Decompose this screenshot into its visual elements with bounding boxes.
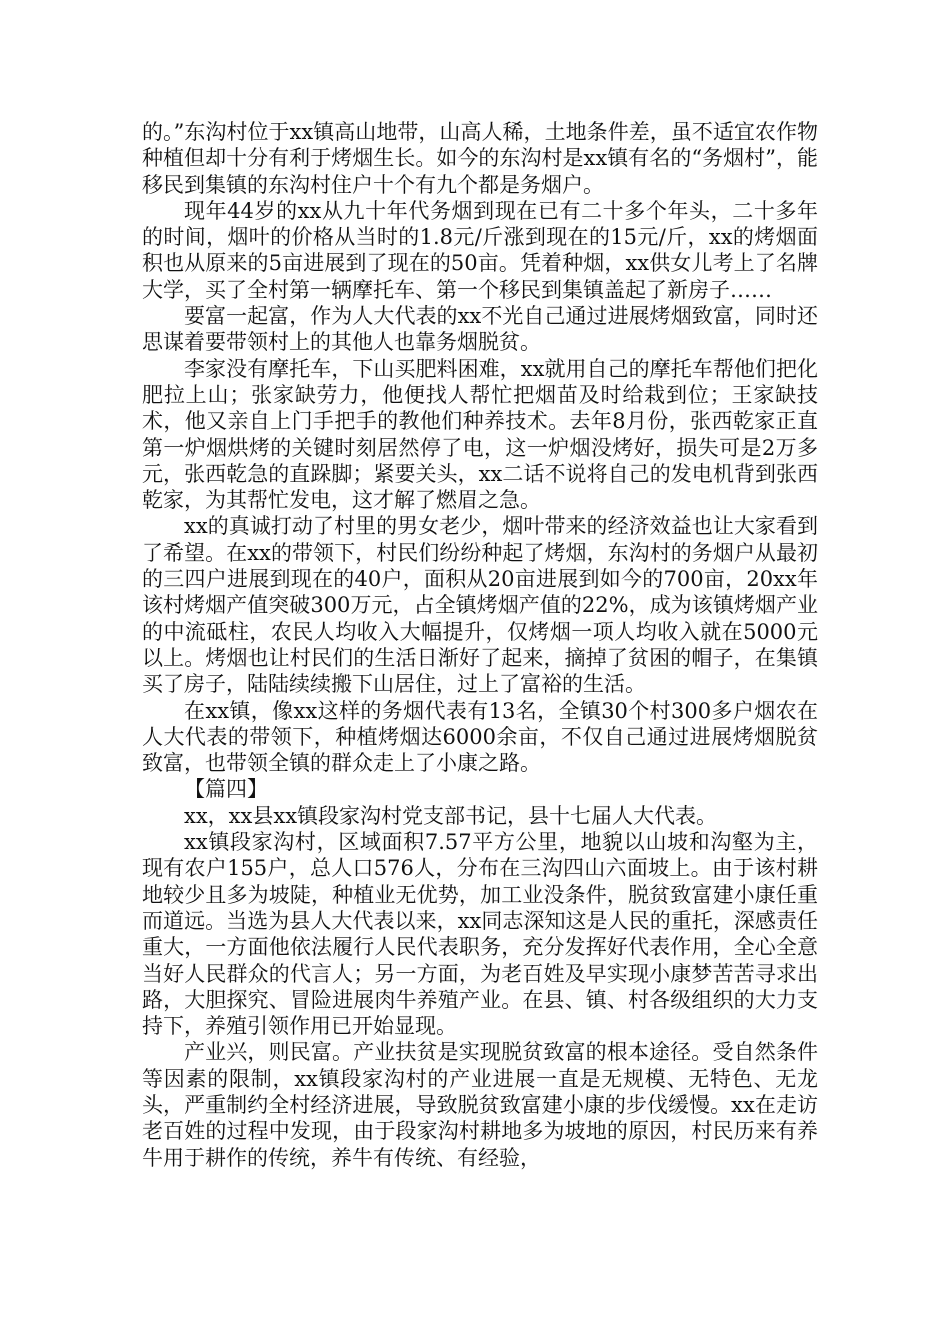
paragraph-6: 在xx镇，像xx这样的务烟代表有13名，全镇30个村300多户烟农在人大代表的带领下，种植烤烟达6000余亩，不仅自己通过进展烤烟脱贫致富，也带领全镇的群众走上了小康之路。 bbox=[142, 698, 818, 776]
document-body bbox=[142, 119, 818, 1171]
paragraph-9: 产业兴，则民富。产业扶贫是实现脱贫致富的根本途径。受自然条件等因素的限制，xx镇段家沟村的产业进展一直是无规模、无特色、无龙头，严重制约全村经济进展，导致脱贫致富建小康的步伐缓慢。xx在走访老百姓的过程中发现，由于段家沟村耕地多为坡地的原因，村民历来有养牛用于耕作的传统，养牛有传统、有经验， bbox=[142, 1040, 818, 1170]
section-heading: 【篇四】 bbox=[184, 777, 268, 802]
paragraph-4: 李家没有摩托车，下山买肥料困难，xx就用自己的摩托车帮他们把化肥拉上山；张家缺劳力，他便找人帮忙把烟苗及时给栽到位；王家缺技术，他又亲自上门手把手的教他们种养技术。去年8月份，张西乾家正直第一炉烟烘烤的关键时刻居然停了电，这一炉烟没烤好，损失可是2万多元，张西乾急的直跺脚；紧要关头，xx二话不说将自己的发电机背到张西乾家，为其帮忙发电，这才解了燃眉之急。 bbox=[142, 356, 818, 513]
paragraph-8: xx镇段家沟村，区域面积7.57平方公里，地貌以山坡和沟壑为主，现有农户155户，总人口576人，分布在三沟四山六面坡上。由于该村耕地较少且多为坡陡，种植业无优势，加工业没条件，脱贫致富建小康任重而道远。当选为县人大代表以来，xx同志深知这是人民的重托，深感责任重大，一方面他依法履行人民代表职务，充分发挥好代表作用，全心全意当好人民群众的代言人；另一方面，为老百姓及早实现小康梦苦苦寻求出路，大胆探究、冒险进展肉牛养殖产业。在县、镇、村各级组织的大力支持下，养殖引领作用已开始显现。 bbox=[142, 830, 818, 1039]
paragraph-7: xx，xx县xx镇段家沟村党支部书记，县十七届人大代表。 bbox=[184, 803, 718, 828]
paragraph-3: 要富一起富，作为人大代表的xx不光自己通过进展烤烟致富，同时还思谋着要带领村上的其他人也靠务烟脱贫。 bbox=[142, 304, 818, 355]
paragraph-5: xx的真诚打动了村里的男女老少，烟叶带来的经济效益也让大家看到了希望。在xx的带领下，村民们纷纷种起了烤烟，东沟村的务烟户从最初的三四户进展到现在的40户，面积从20亩进展到如今的700亩，20xx年该村烤烟产值突破300万元，占全镇烤烟产值的22%，成为该镇烤烟产业的中流砥柱，农民人均收入大幅提升，仅烤烟一项人均收入就在5000元以上。烤烟也让村民们的生活日渐好了起来，摘掉了贫困的帽子，在集镇买了房子，陆陆续续搬下山居住，过上了富裕的生活。 bbox=[142, 514, 818, 697]
paragraph-1: 的。”东沟村位于xx镇高山地带，山高人稀，土地条件差，虽不适宜农作物种植但却十分有利于烤烟生长。如今的东沟村是xx镇有名的“务烟村”，能移民到集镇的东沟村住户十个有九个都是务烟户。 bbox=[142, 120, 818, 197]
paragraph-2: 现年44岁的xx从九十年代务烟到现在已有二十多个年头，二十多年的时间，烟叶的价格从当时的1.8元/斤涨到现在的15元/斤，xx的烤烟面积也从原来的5亩进展到了现在的50亩。凭着种烟，xx供女儿考上了名牌大学，买了全村第一辆摩托车、第一个移民到集镇盖起了新房子…… bbox=[142, 198, 818, 302]
